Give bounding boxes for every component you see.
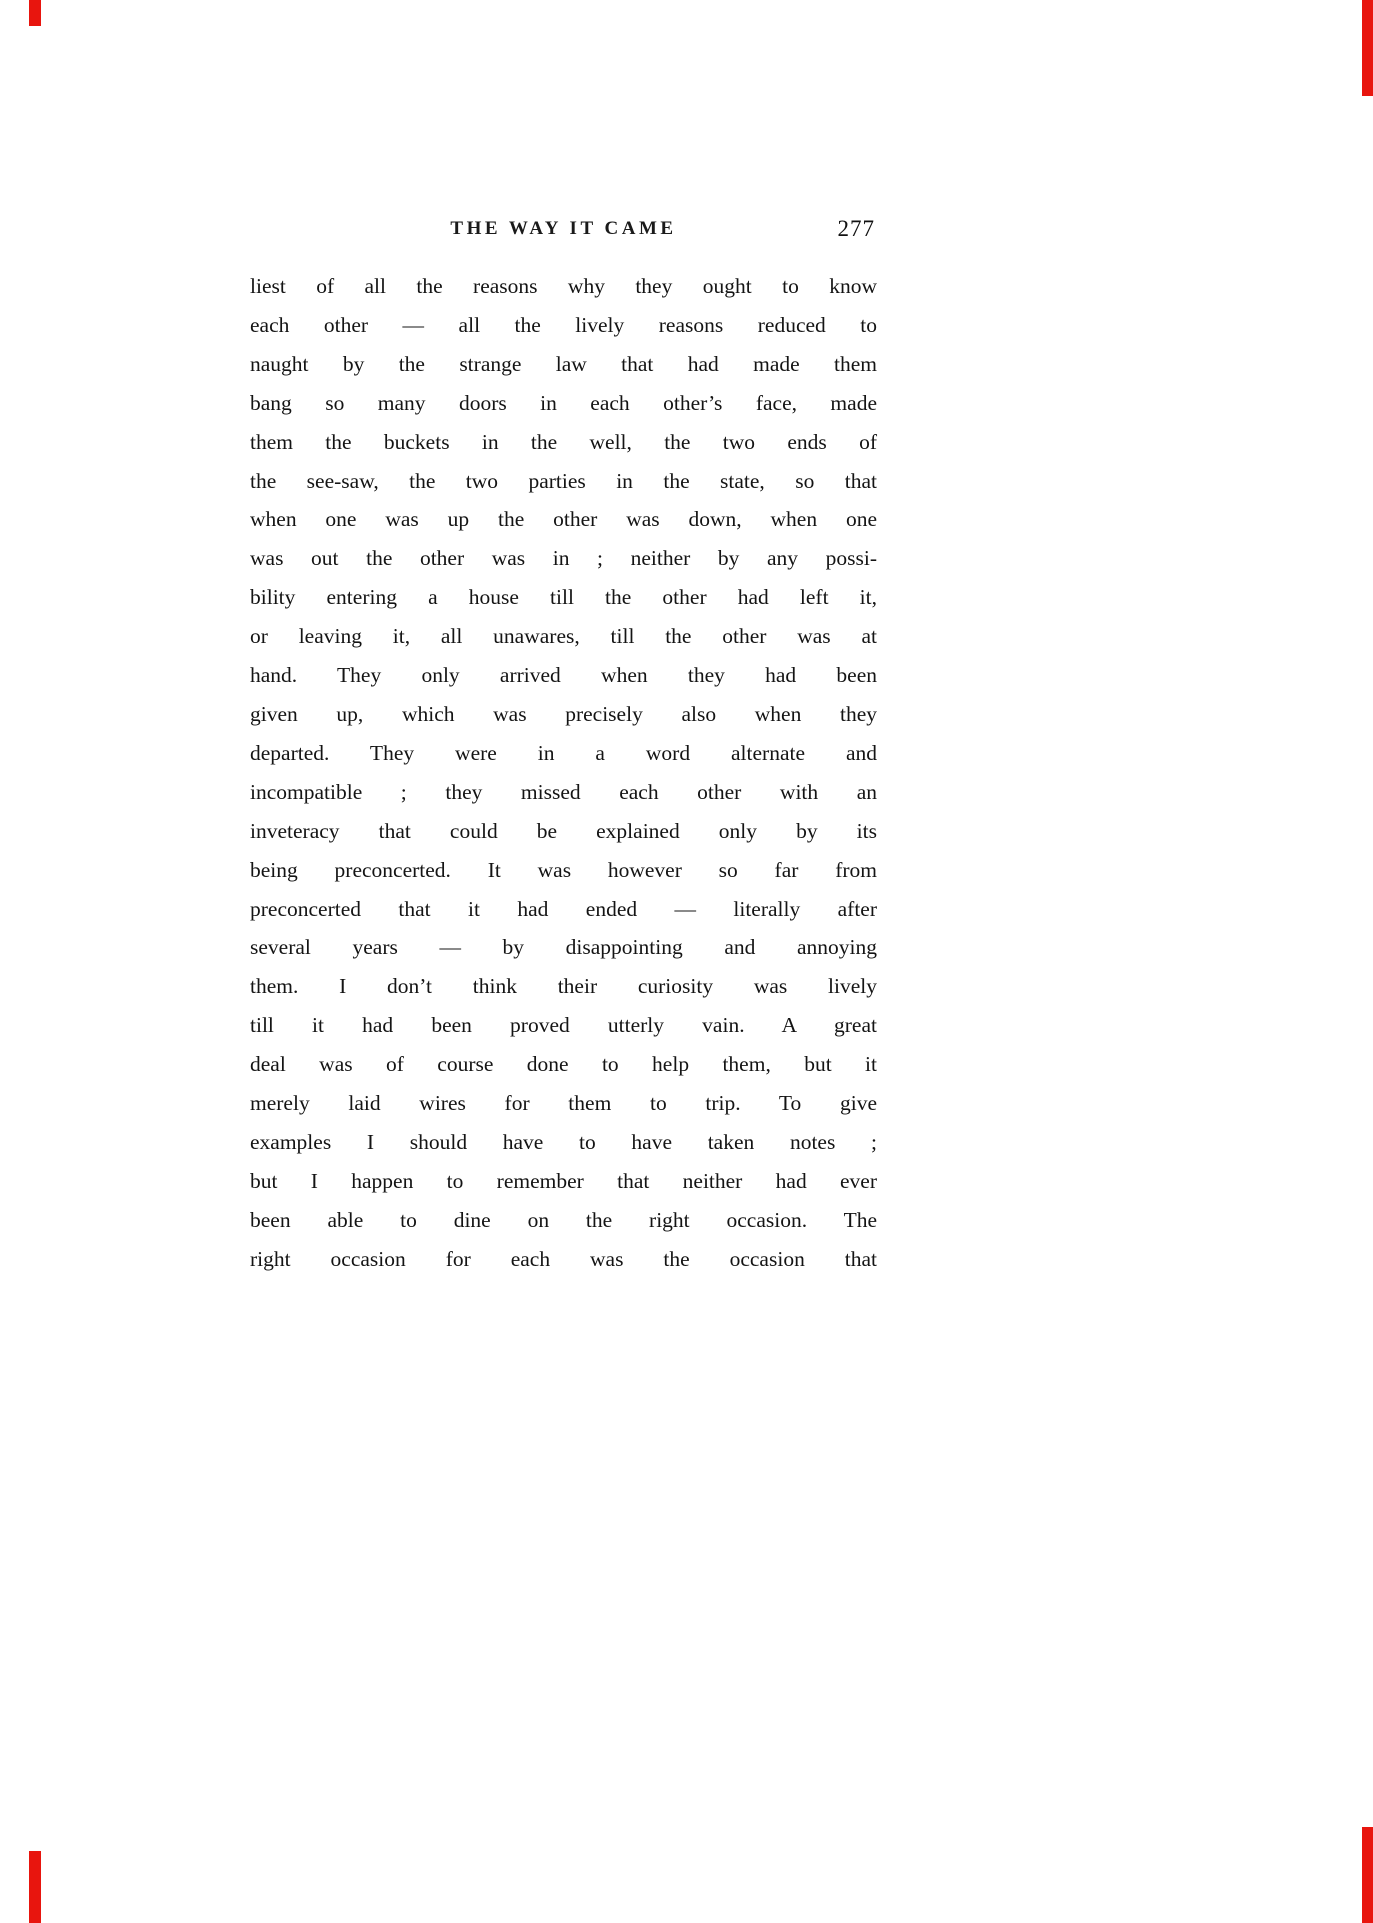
- text-line: inveteracy that could be explained only by its: [250, 818, 877, 843]
- scan-artifact-bottom-left: [29, 1851, 41, 1923]
- text-line: given up, which was precisely also when they: [250, 701, 877, 726]
- text-line: liest of all the reasons why they ought to know: [250, 274, 877, 298]
- scan-artifact-top-left: [29, 0, 41, 26]
- text-line: when one was up the other was down, when one: [250, 507, 877, 532]
- text-line: was out the other was in ; neither by any possi-: [250, 546, 877, 571]
- page-number: 277: [837, 216, 875, 241]
- text-line: till it had been proved utterly vain. A great: [250, 1013, 877, 1038]
- scan-artifact-bottom-right: [1362, 1827, 1373, 1923]
- body-text: [250, 267, 877, 1279]
- text-line: deal was of course done to help them, but it: [250, 1052, 877, 1077]
- text-line: merely laid wires for them to trip. To give: [250, 1091, 877, 1116]
- text-line: departed. They were in a word alternate and: [250, 740, 877, 765]
- text-line: each other — all the lively reasons reduced to: [250, 312, 877, 337]
- text-line: examples I should have to have taken notes ;: [250, 1129, 877, 1154]
- text-line: being preconcerted. It was however so far from: [250, 857, 877, 882]
- text-line: but I happen to remember that neither had ever: [250, 1168, 877, 1193]
- text-line: hand. They only arrived when they had been: [250, 663, 877, 688]
- text-line: bang so many doors in each other’s face, made: [250, 390, 877, 415]
- text-line: them. I don’t think their curiosity was lively: [250, 974, 877, 999]
- text-line: bility entering a house till the other had left it,: [250, 585, 877, 610]
- text-line: or leaving it, all unawares, till the other was at: [250, 624, 877, 649]
- text-line: right occasion for each was the occasion that: [250, 1246, 877, 1271]
- page-content: [250, 214, 877, 1279]
- scan-artifact-top-right: [1362, 0, 1373, 96]
- text-line: been able to dine on the right occasion. The: [250, 1207, 877, 1232]
- text-line: several years — by disappointing and annoying: [250, 935, 877, 960]
- text-line: the see-saw, the two parties in the state, so that: [250, 468, 877, 493]
- text-line: naught by the strange law that had made them: [250, 351, 877, 376]
- text-line: preconcerted that it had ended — literally after: [250, 896, 877, 921]
- running-head: [250, 214, 877, 244]
- text-line: incompatible ; they missed each other with an: [250, 779, 877, 804]
- running-title: THE WAY IT CAME: [450, 218, 677, 239]
- text-line: them the buckets in the well, the two ends of: [250, 429, 877, 454]
